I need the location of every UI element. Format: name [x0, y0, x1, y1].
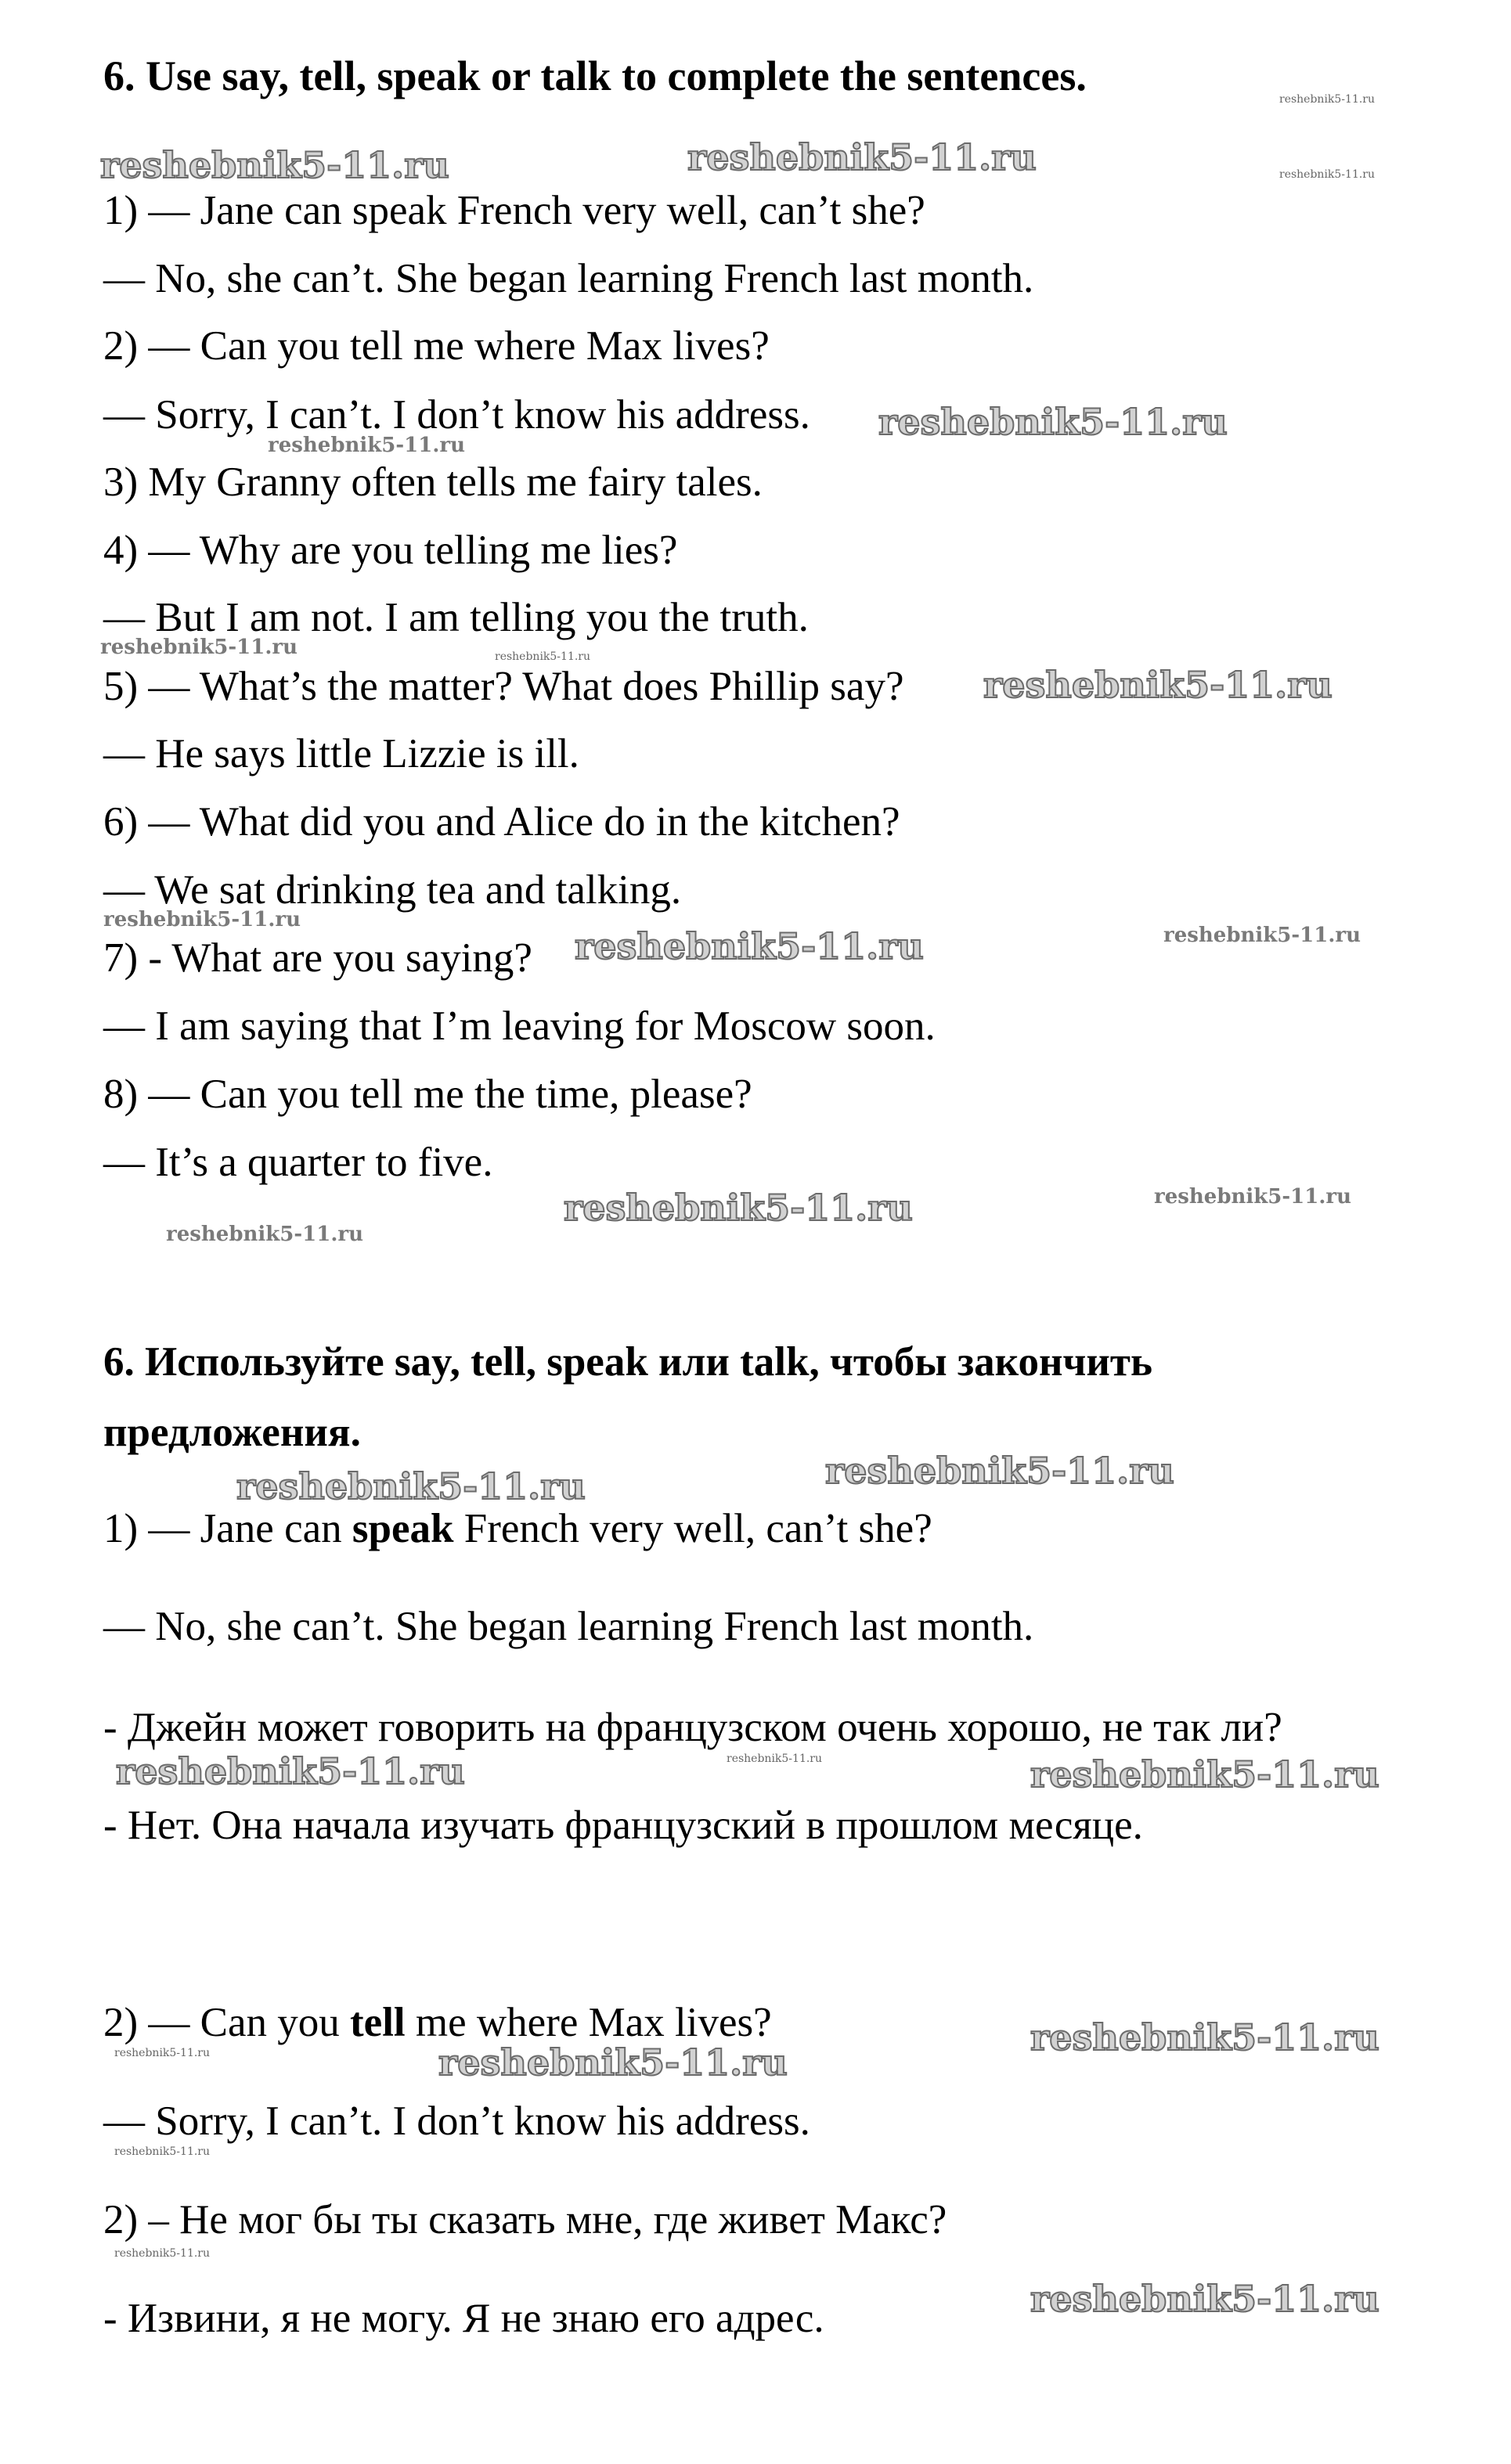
watermark: reshebnik5-11.ru [1279, 168, 1376, 181]
sentence-line: 1) — Jane can speak French very well, can’t she? [103, 1506, 932, 1551]
translation-line: 2) – Не мог бы ты сказать мне, где живет Макс? [103, 2197, 947, 2242]
sentence-line: 2) — Can you tell me where Max lives? [103, 323, 770, 369]
watermark: reshebnik5-11.ru [1030, 1753, 1379, 1796]
sentence-line: — We sat drinking tea and talking. [103, 867, 682, 913]
watermark: reshebnik5-11.ru [983, 664, 1332, 706]
sentence-line: — Sorry, I can’t. I don’t know his address. [103, 2098, 810, 2144]
sentence-line: 5) — What’s the matter? What does Phillip say? [103, 664, 904, 709]
sentence-line: — It’s a quarter to five. [103, 1140, 493, 1185]
sentence-line: 4) — Why are you telling me lies? [103, 528, 678, 573]
watermark: reshebnik5-11.ru [268, 434, 466, 457]
watermark: reshebnik5-11.ru [236, 1465, 586, 1508]
sentence-line: 2) — Can you tell me where Max lives? [103, 2000, 772, 2045]
watermark: reshebnik5-11.ru [103, 908, 301, 931]
watermark: reshebnik5-11.ru [878, 401, 1228, 443]
translation-line: - Извини, я не могу. Я не знаю его адрес. [103, 2296, 824, 2341]
watermark: reshebnik5-11.ru [564, 1187, 913, 1229]
watermark: reshebnik5-11.ru [1163, 924, 1361, 947]
sentence-line: — Sorry, I can’t. I don’t know his address. [103, 392, 810, 438]
answer-word: tell [350, 2000, 406, 2045]
watermark: reshebnik5-11.ru [114, 2047, 211, 2059]
answer-word: speak [352, 1506, 454, 1551]
sentence-line: — But I am not. I am telling you the truth. [103, 595, 809, 640]
sentence-line: 1) — Jane can speak French very well, can’t she? [103, 188, 925, 233]
watermark: reshebnik5-11.ru [116, 1750, 465, 1792]
watermark: reshebnik5-11.ru [438, 2041, 788, 2084]
watermark: reshebnik5-11.ru [727, 1753, 823, 1765]
watermark: reshebnik5-11.ru [825, 1450, 1174, 1492]
watermark: reshebnik5-11.ru [100, 636, 298, 659]
watermark: reshebnik5-11.ru [1030, 2016, 1379, 2059]
watermark: reshebnik5-11.ru [114, 2145, 211, 2158]
task-heading-en: 6. Use say, tell, speak or talk to complete the sentences. [103, 52, 1087, 99]
watermark: reshebnik5-11.ru [495, 650, 591, 663]
sentence-line: 8) — Can you tell me the time, please? [103, 1072, 752, 1117]
sentence-line: 7) - What are you saying? [103, 935, 532, 981]
watermark: reshebnik5-11.ru [575, 925, 924, 967]
translation-line: - Нет. Она начала изучать французский в прошлом месяце. [103, 1803, 1143, 1848]
sentence-line: — No, she can’t. She began learning French last month. [103, 1604, 1034, 1649]
watermark: reshebnik5-11.ru [1154, 1185, 1352, 1209]
sentence-line: — No, she can’t. She began learning French last month. [103, 256, 1034, 301]
watermark: reshebnik5-11.ru [1279, 93, 1376, 106]
watermark: reshebnik5-11.ru [1030, 2278, 1379, 2320]
task-heading-ru-cont: предложения. [103, 1410, 361, 1455]
sentence-line: 3) My Granny often tells me fairy tales. [103, 459, 763, 505]
translation-line: - Джейн может говорить на французском очень хорошо, не так ли? [103, 1705, 1282, 1750]
sentence-line: — I am saying that I’m leaving for Moscow soon. [103, 1003, 936, 1049]
watermark: reshebnik5-11.ru [114, 2247, 211, 2260]
task-heading-ru: 6. Используйте say, tell, speak или talk, чтобы закончить [103, 1339, 1152, 1385]
watermark: reshebnik5-11.ru [687, 136, 1037, 178]
watermark: reshebnik5-11.ru [100, 144, 449, 186]
sentence-line: — He says little Lizzie is ill. [103, 731, 579, 776]
sentence-line: 6) — What did you and Alice do in the kitchen? [103, 799, 900, 845]
watermark: reshebnik5-11.ru [166, 1223, 364, 1246]
